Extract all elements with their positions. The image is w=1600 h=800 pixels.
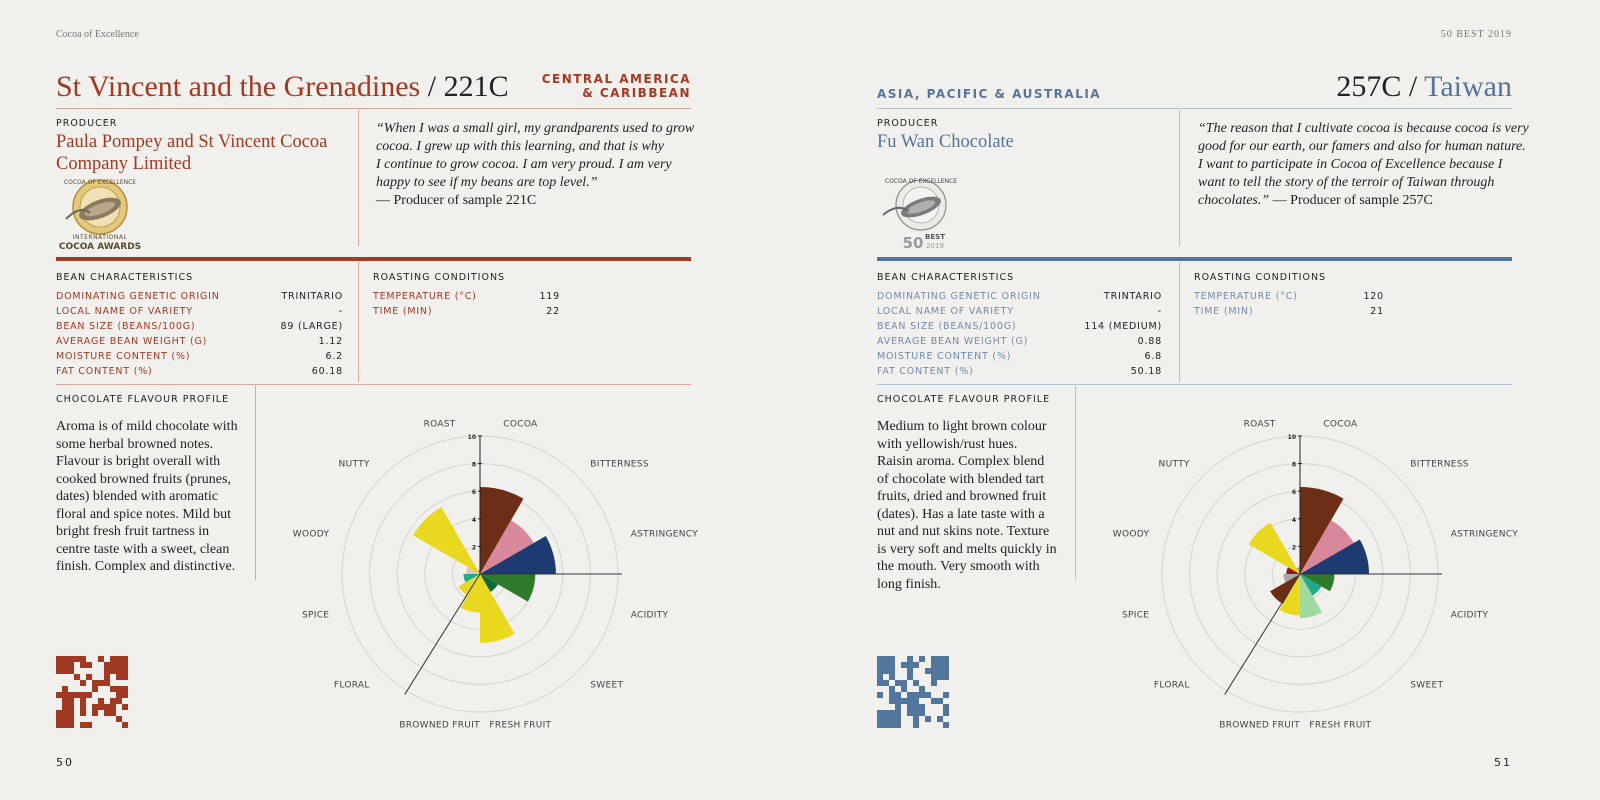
chart-category-label: FRESH FRUIT: [1309, 720, 1372, 731]
country-name: Taiwan: [1424, 70, 1512, 103]
quote-line: happy to see if my beans are top level.”: [376, 175, 598, 190]
chart-category-label: COCOA: [503, 419, 538, 430]
chart-category-label: FRESH FRUIT: [489, 720, 552, 731]
qr-module: [931, 680, 937, 686]
divider: [56, 384, 691, 385]
qr-module: [122, 704, 128, 710]
producer-name: [56, 131, 327, 175]
qr-module: [80, 680, 86, 686]
spec-value: -: [338, 306, 343, 317]
spec-key: LOCAL NAME OF VARIETY: [877, 306, 1014, 317]
logo-line2: BEST: [925, 233, 945, 241]
quote-line: I continue to grow cocoa. I am very proud. I am very: [376, 157, 672, 172]
spec-value: 6.2: [325, 351, 343, 362]
logo-ring-text: COCOA OF EXCELLENCE: [63, 179, 137, 186]
spec-value: TRINITARIO: [281, 291, 343, 302]
flavour-description-line: Flavour is bright overall with: [56, 454, 221, 469]
spec-row: [877, 334, 1162, 349]
chart-category-label: NUTTY: [1158, 459, 1190, 470]
chart-category-label: ROAST: [1243, 419, 1276, 430]
running-head: Cocoa of Excellence: [56, 29, 139, 40]
flavour-description-line: bright fresh fruit tartness in: [56, 524, 210, 539]
quote-attribution: — Producer of sample 257C: [1272, 193, 1433, 208]
qr-module: [92, 710, 98, 716]
chart-tick-label: 4: [471, 516, 476, 524]
spec-row: [877, 304, 1162, 319]
chart-tick-label: 8: [471, 461, 476, 469]
chart-category-label: FLORAL: [333, 680, 370, 691]
section-rule: [56, 257, 691, 261]
roasting-conditions-label: ROASTING CONDITIONS: [1194, 272, 1327, 283]
qr-module: [86, 692, 92, 698]
chart-category-label: BROWNED FRUIT: [399, 720, 480, 731]
page-title: St Vincent and the Grenadines / 221C: [56, 70, 509, 103]
chart-tick-label: 6: [471, 489, 476, 497]
spec-key: TIME (MIN): [373, 306, 433, 317]
flavour-description-line: of chocolate with blended tart: [877, 471, 1045, 487]
spec-value: 21: [1370, 306, 1384, 317]
flavour-description-line: centre taste with a sweet, clean: [56, 541, 230, 557]
spec-key: AVERAGE BEAN WEIGHT (G): [877, 336, 1029, 347]
qr-module: [913, 662, 919, 668]
producer-name-line: Company Limited: [56, 154, 192, 174]
page-number: 50: [56, 756, 74, 769]
spec-key: MOISTURE CONTENT (%): [56, 351, 191, 362]
qr-module: [122, 692, 128, 698]
logo-line1: INTERNATIONAL: [72, 234, 128, 241]
spec-row: [877, 319, 1162, 334]
flavour-description-line: fruits, dried and browned fruit: [877, 489, 1047, 504]
chart-category-label: SWEET: [590, 680, 624, 691]
spec-value: 114 (MEDIUM): [1084, 321, 1162, 332]
quote-line: “When I was a small girl, my grandparents used to grow: [376, 121, 695, 136]
qr-module: [86, 662, 92, 668]
divider-vertical: [1179, 110, 1180, 246]
chart-category-label: ASTRINGENCY: [630, 529, 699, 540]
spec-value: 6.8: [1144, 351, 1162, 362]
spec-row: [373, 304, 560, 319]
flavour-profile-label: CHOCOLATE FLAVOUR PROFILE: [877, 394, 1051, 405]
chart-category-label: BITTERNESS: [1410, 459, 1469, 470]
qr-code[interactable]: [877, 656, 949, 728]
spec-row: [877, 289, 1162, 304]
quote-line: cocoa. I grew up with this learning, and that is why: [376, 139, 665, 154]
divider-vertical: [358, 262, 359, 382]
spec-value: 119: [539, 291, 560, 302]
flavour-description-line: long finish.: [877, 576, 941, 592]
logo-line2: COCOA AWARDS: [58, 242, 142, 252]
flavour-description-line: Raisin aroma. Complex blend: [877, 454, 1045, 469]
country-name: St Vincent and the Grenadines: [56, 70, 421, 103]
producer-label: PRODUCER: [877, 118, 939, 129]
producer-name: Fu Wan Chocolate: [877, 132, 1014, 152]
bean-characteristics-label: BEAN CHARACTERISTICS: [56, 272, 194, 283]
flavour-description: [56, 418, 256, 576]
spec-value: -: [1157, 306, 1162, 317]
logo-line1: 50: [902, 234, 924, 252]
flavour-description-line: finish. Complex and distinctive.: [56, 559, 236, 574]
flavour-description-line: with yellowish/rust hues.: [877, 436, 1018, 452]
chart-category-label: SWEET: [1410, 680, 1444, 691]
chart-category-label: ROAST: [423, 419, 456, 430]
spec-row: [56, 334, 343, 349]
spec-row: [56, 304, 343, 319]
qr-module: [877, 692, 883, 698]
bean-characteristics-list: [877, 289, 1162, 379]
spec-key: BEAN SIZE (BEANS/100G): [877, 321, 1017, 332]
divider-vertical: [1179, 262, 1180, 382]
spec-value: TRINTARIO: [1104, 291, 1162, 302]
flavour-description-line: Aroma is of mild chocolate with: [56, 419, 238, 434]
qr-module: [92, 686, 98, 692]
region-line: & CARIBBEAN: [582, 86, 691, 100]
spec-key: TEMPERATURE (°C): [1194, 291, 1298, 302]
qr-module: [943, 692, 949, 698]
spec-key: TIME (MIN): [1194, 306, 1254, 317]
spec-key: DOMINATING GENETIC ORIGIN: [877, 291, 1041, 302]
qr-module: [86, 722, 92, 728]
producer-name-line: Paula Pompey and St Vincent Cocoa: [56, 132, 328, 152]
flavour-description-line: (dates). Has a late taste with a: [877, 506, 1045, 522]
chart-tick-label: 6: [1291, 489, 1296, 497]
spec-row: [1194, 289, 1384, 304]
running-head: 50 BEST 2019: [1440, 29, 1512, 40]
qr-module: [80, 710, 86, 716]
chart-tick-label: 8: [1291, 461, 1296, 469]
qr-module: [925, 716, 931, 722]
flavour-description-line: the mouth. Very smooth with: [877, 559, 1040, 574]
chart-category-label: SPICE: [302, 610, 330, 621]
flavour-profile-label: CHOCOLATE FLAVOUR PROFILE: [56, 394, 230, 405]
spec-key: FAT CONTENT (%): [877, 366, 974, 377]
quote-line: good for our earth, our famers and also for human nature.: [1198, 139, 1526, 154]
spec-key: AVERAGE BEAN WEIGHT (G): [56, 336, 208, 347]
right-page: [800, 0, 1600, 800]
spec-key: LOCAL NAME OF VARIETY: [56, 306, 193, 317]
region-label: [542, 72, 691, 100]
flavour-description-line: some herbal browned notes.: [56, 436, 214, 452]
spec-row: [1194, 304, 1384, 319]
producer-quote: [1198, 120, 1529, 210]
page-title: 257C / Taiwan: [1336, 70, 1512, 103]
flavour-description-line: is very soft and melts quickly in: [877, 541, 1057, 557]
flavour-description-line: dates) blended with aromatic: [56, 489, 219, 504]
divider: [877, 384, 1512, 385]
spec-value: 89 (LARGE): [280, 321, 343, 332]
spec-key: MOISTURE CONTENT (%): [877, 351, 1012, 362]
flavour-description: [877, 418, 1077, 593]
qr-module: [943, 722, 949, 728]
divider: [56, 108, 691, 109]
cocoa-awards-logo: [56, 175, 146, 253]
chart-category-label: BITTERNESS: [590, 459, 649, 470]
region-line: CENTRAL AMERICA: [541, 72, 691, 86]
spec-value: 60.18: [311, 366, 343, 377]
region-label: ASIA, PACIFIC & AUSTRALIA: [877, 87, 1102, 101]
chart-tick-label: 4: [1291, 516, 1296, 524]
chart-category-label: NUTTY: [338, 459, 370, 470]
spec-row: [56, 349, 343, 364]
bean-characteristics-list: [56, 289, 343, 379]
quote-line: “The reason that I cultivate cocoa is because cocoa is very: [1198, 121, 1529, 136]
chart-category-label: WOODY: [1112, 529, 1150, 540]
chart-tick-label: 10: [467, 434, 476, 441]
spec-row: [373, 289, 560, 304]
qr-module: [913, 722, 919, 728]
qr-module: [919, 656, 925, 662]
chart-category-label: ACIDITY: [1450, 610, 1489, 621]
flavour-profile-chart: [290, 410, 700, 740]
flavour-description-line: cooked browned fruits (prunes,: [56, 471, 231, 487]
qr-module: [122, 722, 128, 728]
sample-code: 221C: [443, 70, 509, 103]
spec-value: 0.88: [1137, 336, 1162, 347]
spec-row: [56, 319, 343, 334]
spec-key: BEAN SIZE (BEANS/100G): [56, 321, 196, 332]
producer-quote: [376, 120, 696, 210]
quote-line: I want to participate in Cocoa of Excellence because I: [1198, 157, 1503, 172]
spec-key: FAT CONTENT (%): [56, 366, 153, 377]
roasting-conditions-list: [1194, 289, 1384, 319]
section-rule: [877, 257, 1512, 261]
chart-category-label: ACIDITY: [630, 610, 669, 621]
flavour-description-line: nut and nut skins note. Texture: [877, 524, 1050, 539]
quote-line: want to tell the story of the terroir of Taiwan through: [1198, 175, 1495, 190]
chart-tick-label: 10: [1287, 434, 1296, 441]
qr-module: [122, 674, 128, 680]
qr-module: [943, 710, 949, 716]
spec-value: 120: [1363, 291, 1384, 302]
spec-value: 22: [546, 306, 560, 317]
logo-ring-text: COCOA OF EXCELLENCE: [884, 178, 958, 185]
chart-category-label: SPICE: [1122, 610, 1150, 621]
sample-code: 257C: [1336, 70, 1402, 103]
spec-value: 1.12: [318, 336, 343, 347]
producer-label: PRODUCER: [56, 118, 118, 129]
quote-attribution: — Producer of sample 221C: [376, 193, 537, 208]
qr-module: [895, 722, 901, 728]
spec-row: [877, 349, 1162, 364]
quote-line: [1198, 192, 1518, 210]
chart-category-label: COCOA: [1323, 419, 1358, 430]
qr-code[interactable]: [56, 656, 128, 728]
qr-module: [68, 722, 74, 728]
qr-module: [943, 674, 949, 680]
chart-pointer: [405, 574, 480, 694]
50-best-logo: [877, 175, 967, 253]
spec-row: [877, 364, 1162, 379]
chart-category-label: BROWNED FRUIT: [1219, 720, 1300, 731]
chart-category-label: WOODY: [292, 529, 330, 540]
roasting-conditions-list: [373, 289, 560, 319]
divider: [877, 108, 1512, 109]
flavour-description-line: floral and spice notes. Mild but: [56, 506, 231, 522]
page-number: 51: [1494, 756, 1512, 769]
flavour-profile-chart: [1110, 410, 1520, 740]
chart-category-label: ASTRINGENCY: [1450, 529, 1519, 540]
chart-tick-label: 2: [471, 544, 476, 552]
roasting-conditions-label: ROASTING CONDITIONS: [373, 272, 506, 283]
spec-value: 50.18: [1130, 366, 1162, 377]
spec-key: DOMINATING GENETIC ORIGIN: [56, 291, 220, 302]
bean-characteristics-label: BEAN CHARACTERISTICS: [877, 272, 1015, 283]
chart-tick-label: 2: [1291, 544, 1296, 552]
spec-row: [56, 364, 343, 379]
chart-pointer: [1225, 574, 1300, 694]
divider-vertical: [358, 110, 359, 246]
logo-line3: 2019: [926, 242, 944, 250]
chart-wedge-nutty: [413, 507, 480, 574]
flavour-description-line: Medium to light brown colour: [877, 419, 1047, 434]
chart-category-label: FLORAL: [1153, 680, 1190, 691]
quote-last: chocolates.”: [1198, 193, 1270, 208]
spec-key: TEMPERATURE (°C): [373, 291, 477, 302]
spec-row: [56, 289, 343, 304]
